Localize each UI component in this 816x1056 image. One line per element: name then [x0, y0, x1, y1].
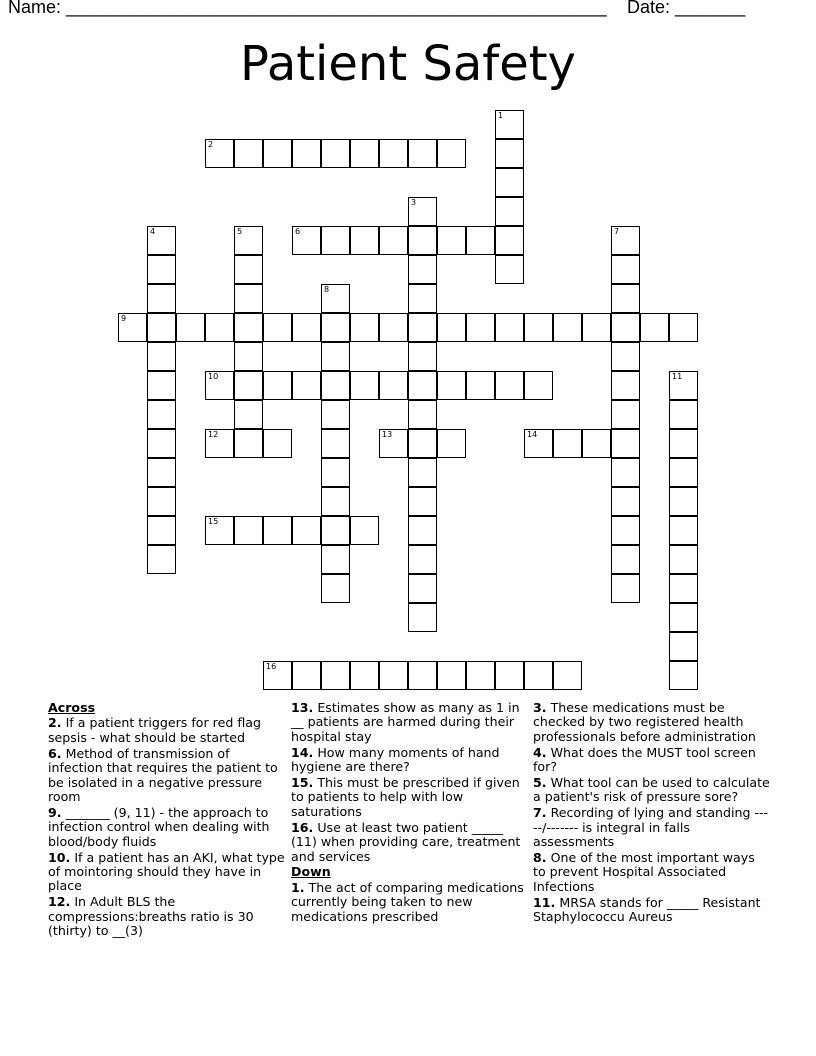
clue-across-9: 9. _______ (9, 11) - the approach to infection control when dealing with blood/body fluids: [48, 804, 270, 849]
clue-down-1: 1. The act of comparing medications currently being taken to new medications prescribed: [291, 879, 524, 924]
clue-number-label: 15: [208, 517, 219, 526]
crossword-cell[interactable]: [611, 371, 640, 400]
crossword-cell[interactable]: [582, 429, 611, 458]
crossword-cell[interactable]: [495, 371, 524, 400]
crossword-cell[interactable]: [553, 429, 582, 458]
across-heading: Across: [48, 700, 96, 715]
crossword-cell[interactable]: [466, 226, 495, 255]
crossword-cell[interactable]: [292, 313, 321, 342]
crossword-cell[interactable]: [669, 458, 698, 487]
crossword-cell[interactable]: [321, 545, 350, 574]
crossword-cell[interactable]: [669, 487, 698, 516]
crossword-cell[interactable]: [147, 516, 176, 545]
crossword-cell[interactable]: [437, 313, 466, 342]
crossword-cell[interactable]: [147, 342, 176, 371]
crossword-cell[interactable]: [263, 371, 292, 400]
crossword-cell[interactable]: [495, 313, 524, 342]
crossword-cell[interactable]: [263, 661, 292, 690]
crossword-cell[interactable]: [205, 371, 234, 400]
crossword-cell[interactable]: [350, 139, 379, 168]
clue-number-label: 3: [411, 198, 417, 207]
crossword-cell[interactable]: [553, 661, 582, 690]
crossword-cell[interactable]: [611, 342, 640, 371]
crossword-cell[interactable]: [292, 516, 321, 545]
crossword-cell[interactable]: [321, 371, 350, 400]
crossword-cell[interactable]: [408, 603, 437, 632]
crossword-cell[interactable]: [147, 487, 176, 516]
clue-number-label: 4: [150, 227, 156, 236]
crossword-cell[interactable]: [611, 255, 640, 284]
clue-across-12: 12. In Adult BLS the compressions:breaths ratio is 30 (thirty) to __(3): [48, 894, 254, 939]
crossword-cell[interactable]: [234, 371, 263, 400]
clue-across-6: 6. Method of transmission of infection that requires the patient to be isolated in a negative pressure room: [48, 745, 278, 804]
crossword-cell[interactable]: [669, 371, 698, 400]
crossword-cell[interactable]: [263, 313, 292, 342]
crossword-cell[interactable]: [524, 661, 553, 690]
crossword-cell[interactable]: [234, 342, 263, 371]
crossword-cell[interactable]: [321, 342, 350, 371]
date-line: _______: [675, 0, 746, 17]
clue-number-label: 16: [266, 662, 277, 671]
crossword-cell[interactable]: [321, 458, 350, 487]
clue-number-label: 10: [208, 372, 219, 381]
crossword-cell[interactable]: [466, 371, 495, 400]
down-heading: Down: [291, 864, 331, 880]
crossword-cell[interactable]: [321, 429, 350, 458]
crossword-cell[interactable]: [524, 429, 553, 458]
crossword-cell[interactable]: [669, 632, 698, 661]
crossword-cell[interactable]: [669, 516, 698, 545]
crossword-cell[interactable]: [669, 429, 698, 458]
name-label: Name:: [8, 0, 62, 17]
crossword-cell[interactable]: [466, 661, 495, 690]
crossword-cell[interactable]: [611, 545, 640, 574]
clue-across-13: 13. Estimates show as many as 1 in __ patients are harmed during their hospital stay: [291, 700, 520, 744]
crossword-cell[interactable]: [611, 458, 640, 487]
clue-down-3: 3. These medications must be checked by two registered health professionals before administration: [533, 700, 756, 744]
crossword-cell[interactable]: [495, 197, 524, 226]
clue-number-label: 7: [614, 227, 620, 236]
page-title: Patient Safety: [240, 36, 576, 92]
crossword-cell[interactable]: [669, 603, 698, 632]
crossword-cell[interactable]: [263, 516, 292, 545]
crossword-cell[interactable]: [379, 661, 408, 690]
crossword-cell[interactable]: [292, 226, 321, 255]
clue-number-label: 8: [324, 285, 330, 294]
crossword-cell[interactable]: [669, 400, 698, 429]
crossword-cell[interactable]: [350, 313, 379, 342]
crossword-cell[interactable]: [611, 487, 640, 516]
crossword-cell[interactable]: [292, 139, 321, 168]
crossword-cell[interactable]: [292, 661, 321, 690]
crossword-cell[interactable]: [379, 313, 408, 342]
crossword-cell[interactable]: [437, 429, 466, 458]
crossword-cell[interactable]: [147, 313, 176, 342]
name-line: ______________________________________________________: [66, 0, 607, 17]
crossword-cell[interactable]: [147, 284, 176, 313]
clue-down-8: 8. One of the most important ways to prevent Hospital Associated Infections: [533, 850, 755, 894]
crossword-cell[interactable]: [292, 371, 321, 400]
crossword-cell[interactable]: [234, 284, 263, 313]
crossword-cell[interactable]: [234, 139, 263, 168]
crossword-cell[interactable]: [408, 284, 437, 313]
crossword-cell[interactable]: [350, 516, 379, 545]
crossword-cell[interactable]: [147, 429, 176, 458]
crossword-cell[interactable]: [524, 313, 553, 342]
crossword-cell[interactable]: [234, 255, 263, 284]
clue-number-label: 6: [295, 227, 301, 236]
clue-number-label: 2: [208, 140, 214, 149]
crossword-cell[interactable]: [321, 516, 350, 545]
crossword-cell[interactable]: [437, 226, 466, 255]
crossword-cell[interactable]: [640, 313, 669, 342]
crossword-cell[interactable]: [437, 661, 466, 690]
clue-column-2: [291, 701, 529, 926]
clue-down-5: 5. What tool can be used to calculate a patient's risk of pressure sore?: [533, 775, 770, 805]
crossword-cell[interactable]: [611, 400, 640, 429]
crossword-cell[interactable]: [408, 197, 437, 226]
crossword-cell[interactable]: [321, 574, 350, 603]
crossword-cell[interactable]: [611, 313, 640, 342]
clue-across-14: 14. How many moments of hand hygiene are there?: [291, 744, 500, 775]
crossword-cell[interactable]: [205, 139, 234, 168]
crossword-cell[interactable]: [466, 313, 495, 342]
crossword-cell[interactable]: [350, 661, 379, 690]
crossword-cell[interactable]: [408, 313, 437, 342]
crossword-cell[interactable]: [408, 487, 437, 516]
crossword-cell[interactable]: [147, 458, 176, 487]
crossword-cell[interactable]: [611, 284, 640, 313]
crossword-cell[interactable]: [437, 371, 466, 400]
crossword-cell[interactable]: [669, 313, 698, 342]
crossword-cell[interactable]: [321, 139, 350, 168]
crossword-cell[interactable]: [234, 313, 263, 342]
clue-number-label: 11: [672, 372, 683, 381]
crossword-cell[interactable]: [321, 284, 350, 313]
crossword-cell[interactable]: [176, 313, 205, 342]
crossword-cell[interactable]: [234, 400, 263, 429]
crossword-cell[interactable]: [495, 139, 524, 168]
crossword-cell[interactable]: [408, 574, 437, 603]
crossword-cell[interactable]: [147, 226, 176, 255]
crossword-cell[interactable]: [408, 371, 437, 400]
crossword-cell[interactable]: [495, 255, 524, 284]
crossword-cell[interactable]: [611, 516, 640, 545]
crossword-cell[interactable]: [408, 661, 437, 690]
crossword-cell[interactable]: [350, 371, 379, 400]
clue-number-label: 13: [382, 430, 393, 439]
clue-down-11: 11. MRSA stands for _____ Resistant Staphylococcu Aureus: [533, 894, 761, 925]
crossword-cell[interactable]: [321, 661, 350, 690]
crossword-cell[interactable]: [611, 429, 640, 458]
crossword-cell[interactable]: [408, 429, 437, 458]
crossword-cell[interactable]: [495, 661, 524, 690]
crossword-cell[interactable]: [321, 226, 350, 255]
clue-number-label: 1: [498, 111, 504, 120]
crossword-cell[interactable]: [553, 313, 582, 342]
clue-number-label: 9: [121, 314, 127, 323]
crossword-cell[interactable]: [669, 574, 698, 603]
clue-number-label: 5: [237, 227, 243, 236]
crossword-cell[interactable]: [669, 661, 698, 690]
clue-down-4: 4. What does the MUST tool screen for?: [533, 744, 756, 775]
crossword-cell[interactable]: [408, 545, 437, 574]
crossword-cell[interactable]: [611, 226, 640, 255]
clue-column-1: [48, 701, 286, 940]
clue-across-2: 2. If a patient triggers for red flag sepsis - what should be started: [48, 715, 261, 745]
crossword-cell[interactable]: [350, 226, 379, 255]
crossword-cell[interactable]: [408, 400, 437, 429]
crossword-cell[interactable]: [524, 371, 553, 400]
crossword-cell[interactable]: [263, 429, 292, 458]
crossword-cell[interactable]: [379, 429, 408, 458]
crossword-cell[interactable]: [408, 226, 437, 255]
crossword-cell[interactable]: [495, 226, 524, 255]
crossword-cell[interactable]: [234, 429, 263, 458]
crossword-cell[interactable]: [263, 139, 292, 168]
crossword-cell[interactable]: [118, 313, 147, 342]
crossword-cell[interactable]: [147, 371, 176, 400]
clue-column-3: [533, 701, 771, 926]
crossword-cell[interactable]: [205, 313, 234, 342]
crossword-cell[interactable]: [205, 516, 234, 545]
crossword-cell[interactable]: [234, 226, 263, 255]
crossword-cell[interactable]: [379, 226, 408, 255]
crossword-cell[interactable]: [379, 139, 408, 168]
crossword-cell[interactable]: [147, 400, 176, 429]
clue-across-10: 10. If a patient has an AKI, what type of mointoring should they have in place: [48, 849, 285, 894]
crossword-cell[interactable]: [495, 168, 524, 197]
crossword-cell[interactable]: [408, 458, 437, 487]
crossword-cell[interactable]: [205, 429, 234, 458]
crossword-cell[interactable]: [321, 487, 350, 516]
clue-across-15: 15. This must be prescribed if given to patients to help with low saturations: [291, 775, 520, 819]
crossword-cell[interactable]: [408, 139, 437, 168]
crossword-cell[interactable]: [669, 545, 698, 574]
crossword-cell[interactable]: [379, 371, 408, 400]
crossword-cell[interactable]: [495, 110, 524, 139]
crossword-cell[interactable]: [408, 516, 437, 545]
clue-number-label: 14: [527, 430, 538, 439]
crossword-cell[interactable]: [147, 255, 176, 284]
crossword-cell[interactable]: [234, 516, 263, 545]
crossword-cell[interactable]: [437, 139, 466, 168]
crossword-cell[interactable]: [408, 342, 437, 371]
crossword-cell[interactable]: [321, 400, 350, 429]
crossword-cell[interactable]: [611, 574, 640, 603]
clue-down-7: 7. Recording of lying and standing -----/------- is integral in falls assessments: [533, 805, 769, 850]
crossword-cell[interactable]: [408, 255, 437, 284]
clue-number-label: 12: [208, 430, 219, 439]
crossword-cell[interactable]: [582, 313, 611, 342]
clue-across-16: 16. Use at least two patient _____ (11) when providing care, treatment and services: [291, 819, 521, 864]
crossword-cell[interactable]: [147, 545, 176, 574]
date-label: Date:: [627, 0, 671, 17]
crossword-cell[interactable]: [321, 313, 350, 342]
